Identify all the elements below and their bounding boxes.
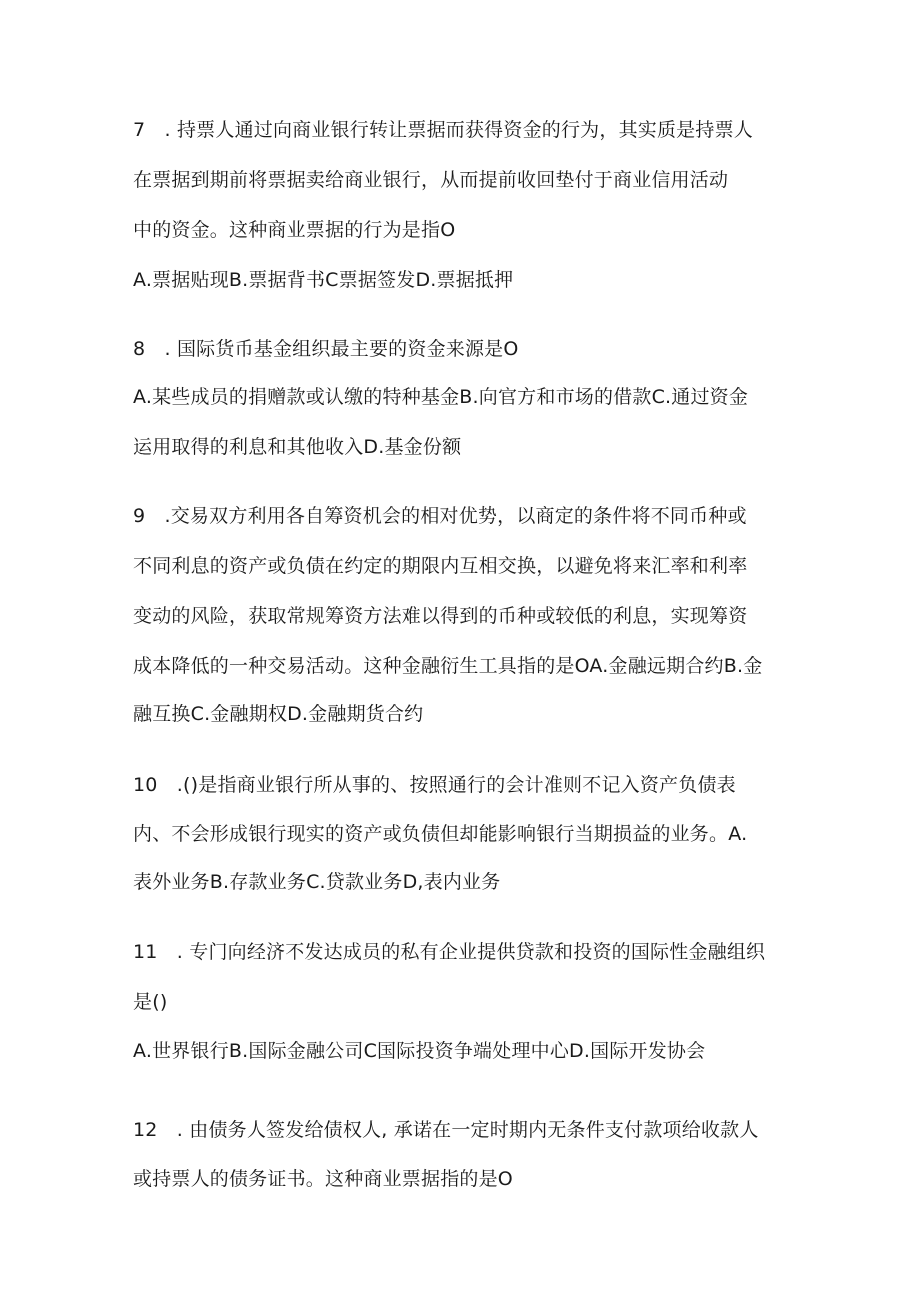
q9-line-5: 融互换C.金融期权D.金融期货合约 [133, 703, 424, 725]
q12-line-2: 或持票人的债务证书。这种商业票据指的是O [133, 1168, 513, 1190]
q7-line-3: 中的资金。这种商业票据的行为是指O [133, 219, 456, 241]
q11-options: A.世界银行B.国际金融公司C国际投资争端处理中心D.国际开发协会 [133, 1040, 706, 1062]
q8-line-1: 8 . 国际货币基金组织最主要的资金来源是O [133, 338, 519, 360]
q9-line-2: 不同利息的资产或负债在约定的期限内互相交换，以避免将来汇率和利率 [133, 555, 748, 577]
q11-line-2: 是() [133, 991, 168, 1013]
q9-line-3: 变动的风险，获取常规筹资方法难以得到的币种或较低的利息，实现筹资 [133, 605, 748, 627]
q8-options-line-2: 运用取得的利息和其他收入D.基金份额 [133, 436, 462, 458]
q12-line-1: 12 . 由债务人签发给债权人, 承诺在一定时期内无条件支付款项给收款人 [133, 1119, 759, 1141]
q10-line-1: 10 .()是指商业银行所从事的、按照通行的会计准则不记入资产负债表 [133, 774, 736, 796]
q7-line-1: 7 . 持票人通过向商业银行转让票据而获得资金的行为，其实质是持票人 [133, 119, 753, 141]
q11-line-1: 11 . 专门向经济不发达成员的私有企业提供贷款和投资的国际性金融组织 [133, 941, 766, 963]
q9-line-1: 9 .交易双方利用各自筹资机会的相对优势，以商定的条件将不同币种或 [133, 505, 747, 527]
q9-line-4: 成本降低的一种交易活动。这种金融衍生工具指的是OA.金融远期合约B.金 [133, 655, 763, 677]
q10-line-3: 表外业务B.存款业务C.贷款业务D,表内业务 [133, 871, 501, 893]
q8-options-line-1: A.某些成员的捐赠款或认缴的特种基金B.向官方和市场的借款C.通过资金 [133, 386, 749, 408]
q10-line-2: 内、不会形成银行现实的资产或负债但却能影响银行当期损益的业务。A. [133, 823, 748, 845]
q7-line-2: 在票据到期前将票据卖给商业银行，从而提前收回垫付于商业信用活动 [133, 169, 729, 191]
q7-options: A.票据贴现B.票据背书C票据签发D.票据抵押 [133, 269, 514, 291]
